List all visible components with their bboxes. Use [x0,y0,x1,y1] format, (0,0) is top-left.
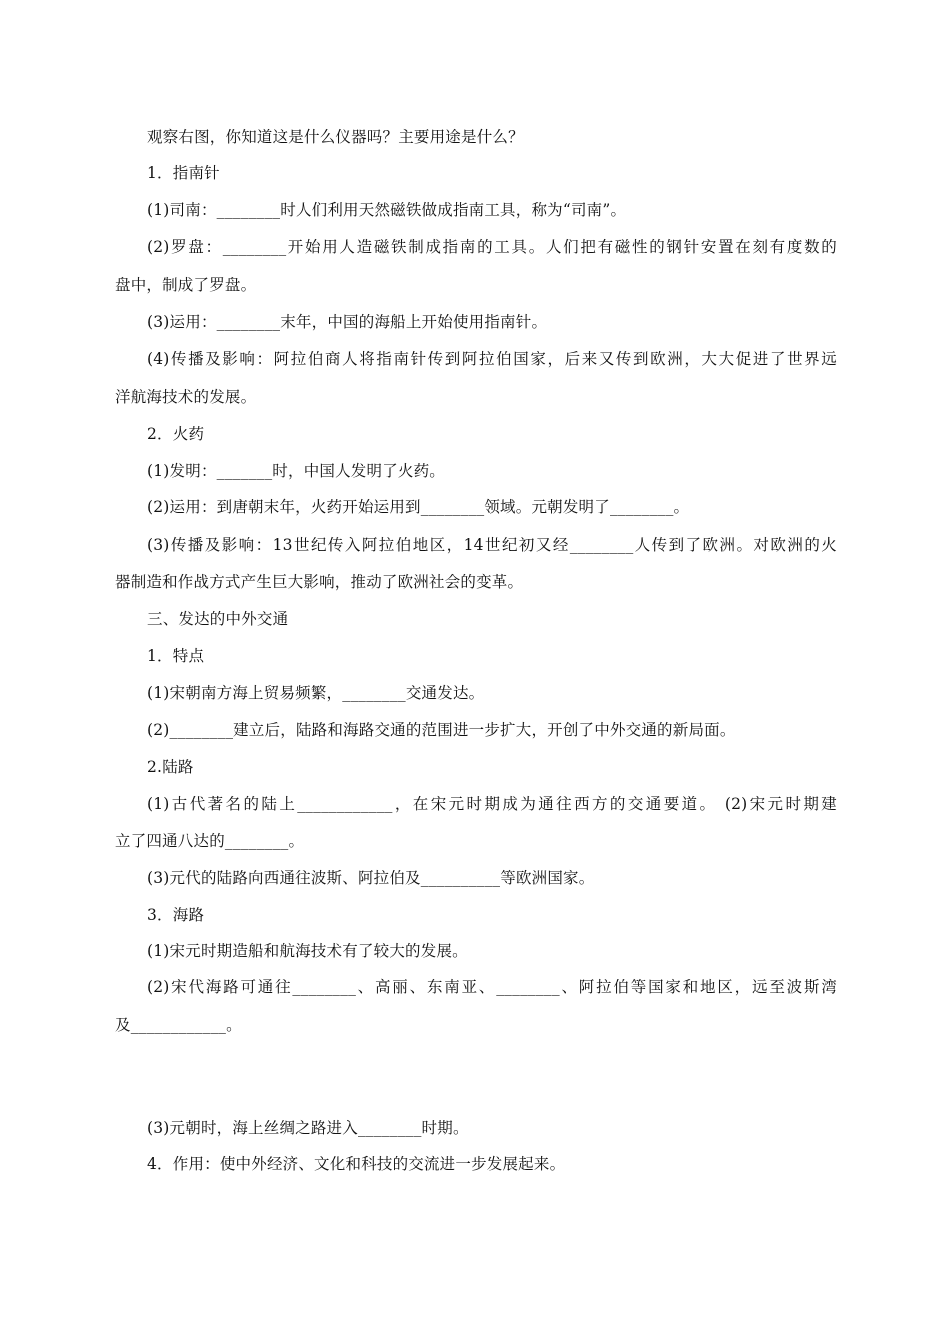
sea-route-item-2-cont: 及____________。 [115,1016,242,1034]
compass-item-2-cont: 盘中，制成了罗盘。 [115,276,257,294]
sea-route-item-1: (1)宋元时期造船和航海技术有了较大的发展。 [147,942,468,960]
gunpowder-item-1: (1)发明：_______时，中国人发明了火药。 [147,462,446,480]
heading-features: 1．特点 [147,647,205,665]
gunpowder-item-3-cont: 器制造和作战方式产生巨大影响，推动了欧洲社会的变革。 [115,573,524,591]
compass-item-3: (3)运用：________末年，中国的海船上开始使用指南针。 [147,313,548,331]
features-item-2: (2)________建立后，陆路和海路交通的范围进一步扩大，开创了中外交通的新局面。 [147,721,736,739]
land-route-item-1: (1)古代著名的陆上____________，在宋元时期成为通往西方的交通要道。 (2)宋元时期建 [147,795,837,813]
heading-sea-route: 3．海路 [147,906,205,924]
heading-land-route: 2.陆路 [147,758,194,776]
compass-item-4-cont: 洋航海技术的发展。 [115,388,257,406]
features-item-1: (1)宋朝南方海上贸易频繁，________交通发达。 [147,684,485,702]
heading-impact: 4．作用：使中外经济、文化和科技的交流进一步发展起来。 [147,1155,566,1173]
gunpowder-item-3: (3)传播及影响：13世纪传入阿拉伯地区，14世纪初又经________人传到了欧洲。对欧洲的火 [147,536,837,554]
heading-compass: 1．指南针 [147,164,220,182]
gunpowder-item-2: (2)运用：到唐朝末年，火药开始运用到________领域。元朝发明了________。 [147,498,690,516]
compass-item-2: (2)罗盘：________开始用人造磁铁制成指南的工具。人们把有磁性的钢针安置在刻有度数的 [147,238,837,256]
heading-gunpowder: 2．火药 [147,425,205,443]
sea-route-item-3: (3)元朝时，海上丝绸之路进入________时期。 [147,1119,469,1137]
land-route-item-2-cont: 立了四通八达的________。 [115,832,305,850]
compass-item-4: (4)传播及影响：阿拉伯商人将指南针传到阿拉伯国家，后来又传到欧洲，大大促进了世界远 [147,350,837,368]
compass-item-1: (1)司南：________时人们利用天然磁铁做成指南工具，称为“司南”。 [147,201,627,219]
sea-route-item-2: (2)宋代海路可通往________、高丽、东南亚、________、阿拉伯等国家和地区，远至波斯湾 [147,978,837,996]
land-route-item-3: (3)元代的陆路向西通往波斯、阿拉伯及__________等欧洲国家。 [147,869,595,887]
intro-question: 观察右图，你知道这是什么仪器吗？主要用途是什么？ [147,128,524,146]
section-heading-transport: 三、发达的中外交通 [147,610,289,628]
